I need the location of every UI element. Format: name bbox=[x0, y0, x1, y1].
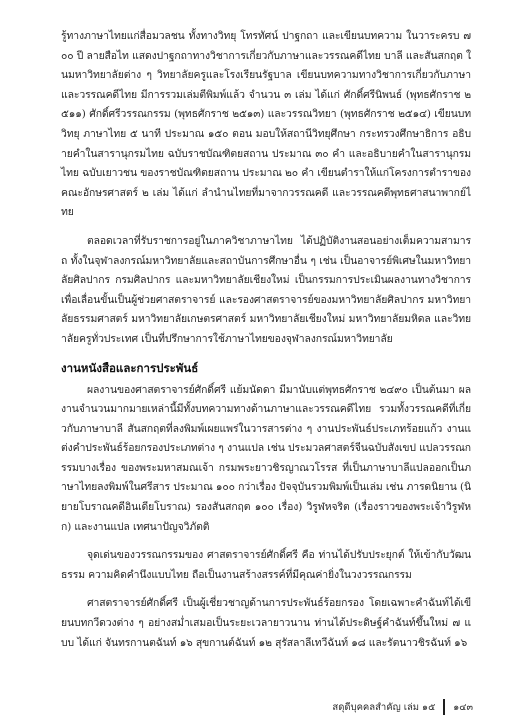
body-paragraph: ผลงานของศาสตราจารย์ศักดิ์ศรี แย้มนัดดา มีมานับแต่พุทธศักราช ๒๔๙๐ เป็นต้นมา ผลงานจำนวนมากมายเหล่านี้มีทั้งบทความทางด้านภาษาและวรรณคดีไทย รวมทั้งวรรณคดีที่เกี่ยวกับภาษาบาลี สันสกฤตที่ลงพิมพ์เผยแพร่ในวารสารต่าง ๆ งานประพันธ์ประเภทร้อยแก้ว งานแต่งคำประพันธ์ร้อยกรองประเภทต่าง ๆ งานแปล เช่น ประมวลศาสตร์จีนฉบับสังเขป แปลวรรณกรรมบางเรื่อง ของพระมหาสมณเจ้า กรมพระยาวชิรญาณวโรรส ที่เป็นภาษาบาลีแปลออกเป็นภาษาไทยลงพิมพ์ในศรีสาร ประมาณ ๑๐๐ กว่าเรื่อง ปัจจุบันรวมพิมพ์เป็นเล่ม เช่น ภารดนิยาน (นิยายโบราณคดีอินเดียโบราณ) รองสันสกฤต ๑๐๐ เรื่อง) วิรูฬหจริต (เรื่องราวของพระเจ้าวิรูฬหก) และงานแปล เทศนาปัญจวิภัตติ bbox=[61, 383, 471, 533]
body-paragraph: ตลอดเวลาที่รับราชการอยู่ในภาควิชาภาษาไทย ได้ปฏิบัติงานสอนอย่างเต็มความสามารถ ทั้งในจุฬาลงกรณ์มหาวิทยาลัยและสถาบันการศึกษาอื่น ๆ เช่น เป็นอาจารย์พิเศษในมหาวิทยาลัยศิลปากร กรมศิลปากร และมหาวิทยาลัยเชียงใหม่ เป็นกรรมการประเมินผลงานทางวิชาการ เพื่อเลื่อนขั้นเป็นผู้ช่วยศาสตราจารย์ และรองศาสตราจารย์ของมหาวิทยาลัยศิลปากร มหาวิทยาลัยธรรมศาสตร์ มหาวิทยาลัยเกษตรศาสตร์ มหาวิทยาลัยเชียงใหม่ มหาวิทยาลัยมหิดล และวิทยาลัยครูทั่วประเทศ เป็นที่ปรึกษาการใช้ภาษาไทยของจุฬาลงกรณ์มหาวิทยาลัย bbox=[61, 234, 471, 345]
footer-divider bbox=[443, 699, 445, 715]
section-heading: งานหนังสือและการประพันธ์ bbox=[61, 360, 199, 375]
page-number: ๑๔๓ bbox=[453, 701, 473, 713]
body-paragraph: จุดเด่นของวรรณกรรมของ ศาสตราจารย์ศักดิ์ศรี คือ ท่านได้ปรับประยุกต์ ให้เข้ากับวัฒนธรรม ความคิดคำนึงแบบไทย ถือเป็นงานสร้างสรรค์ที่มีคุณค่ายิ่งในวงวรรณกรรม bbox=[61, 549, 471, 581]
body-paragraph: ศาสตราจารย์ศักดิ์ศรี เป็นผู้เชี่ยวชาญด้านการประพันธ์ร้อยกรอง โดยเฉพาะคำฉันท์ได้เขียนบทกวีดวงต่าง ๆ อย่างสม่ำเสมอเป็นระยะเวลายาวนาน ท่านได้ประดิษฐ์คำฉันท์ขึ้นใหม่ ๗ แบบ ได้แก่ จันทรกานตฉันท์ ๑๖ สุขกานต์ฉันท์ ๑๒ สุรัสลาลีเทวีฉันท์ ๑๘ และรัตนาวชิรฉันท์ ๑๖ bbox=[61, 597, 471, 649]
page-content bbox=[61, 27, 471, 662]
page-footer bbox=[0, 697, 473, 717]
body-paragraph: รู้ทางภาษาไทยแก่สื่อมวลชน ทั้งทางวิทยุ โทรทัศน์ ปาฐกถา และเขียนบทความ ในวาระครบ ๗๐๐ ปี ลายสือไท แสดงปาฐกถาทางวิชาการเกี่ยวกับภาษาและวรรณคดีไทย บาลี และสันสกฤต ในมหาวิทยาลัยต่าง ๆ วิทยาลัยครูและโรงเรียนรัฐบาล เขียนบทความทางวิชาการเกี่ยวกับภาษาและวรรณคดีไทย มีการรวมเล่มตีพิมพ์แล้ว จำนวน ๓ เล่ม ได้แก่ ศักดิ์ศรีนิพนธ์ (พุทธศักราช ๒๕๑๑) ศักดิ์ศรีวรรณกรรม (พุทธศักราช ๒๕๑๓) และวรรณวิทยา (พุทธศักราช ๒๕๑๔) เขียนบทวิทยุ ภาษาไทย ๕ นาที ประมาณ ๑๕๐ ตอน มอบให้สถานีวิทยุศึกษา กระทรวงศึกษาธิการ อธิบายคำในสารานุกรมไทย ฉบับราชบัณฑิตยสถาน ประมาณ ๓๐ คำ และอธิบายคำในสารานุกรมไทย ฉบับเยาวชน ของราชบัณฑิตยสถาน ประมาณ ๒๐ คำ เขียนตำราให้แก่โครงการตำราของคณะอักษรศาสตร์ ๒ เล่ม ได้แก่ ลำนำนไทยที่มาจากวรรณคดี และวรรณคดีพุทธศาสนาพากย์ไทย bbox=[61, 30, 471, 219]
footer-book-title: สดุดีบุคคลสำคัญ เล่ม ๑๕ bbox=[332, 701, 436, 713]
paragraph-group-top bbox=[61, 27, 471, 350]
paragraph-group-bottom bbox=[61, 381, 471, 654]
